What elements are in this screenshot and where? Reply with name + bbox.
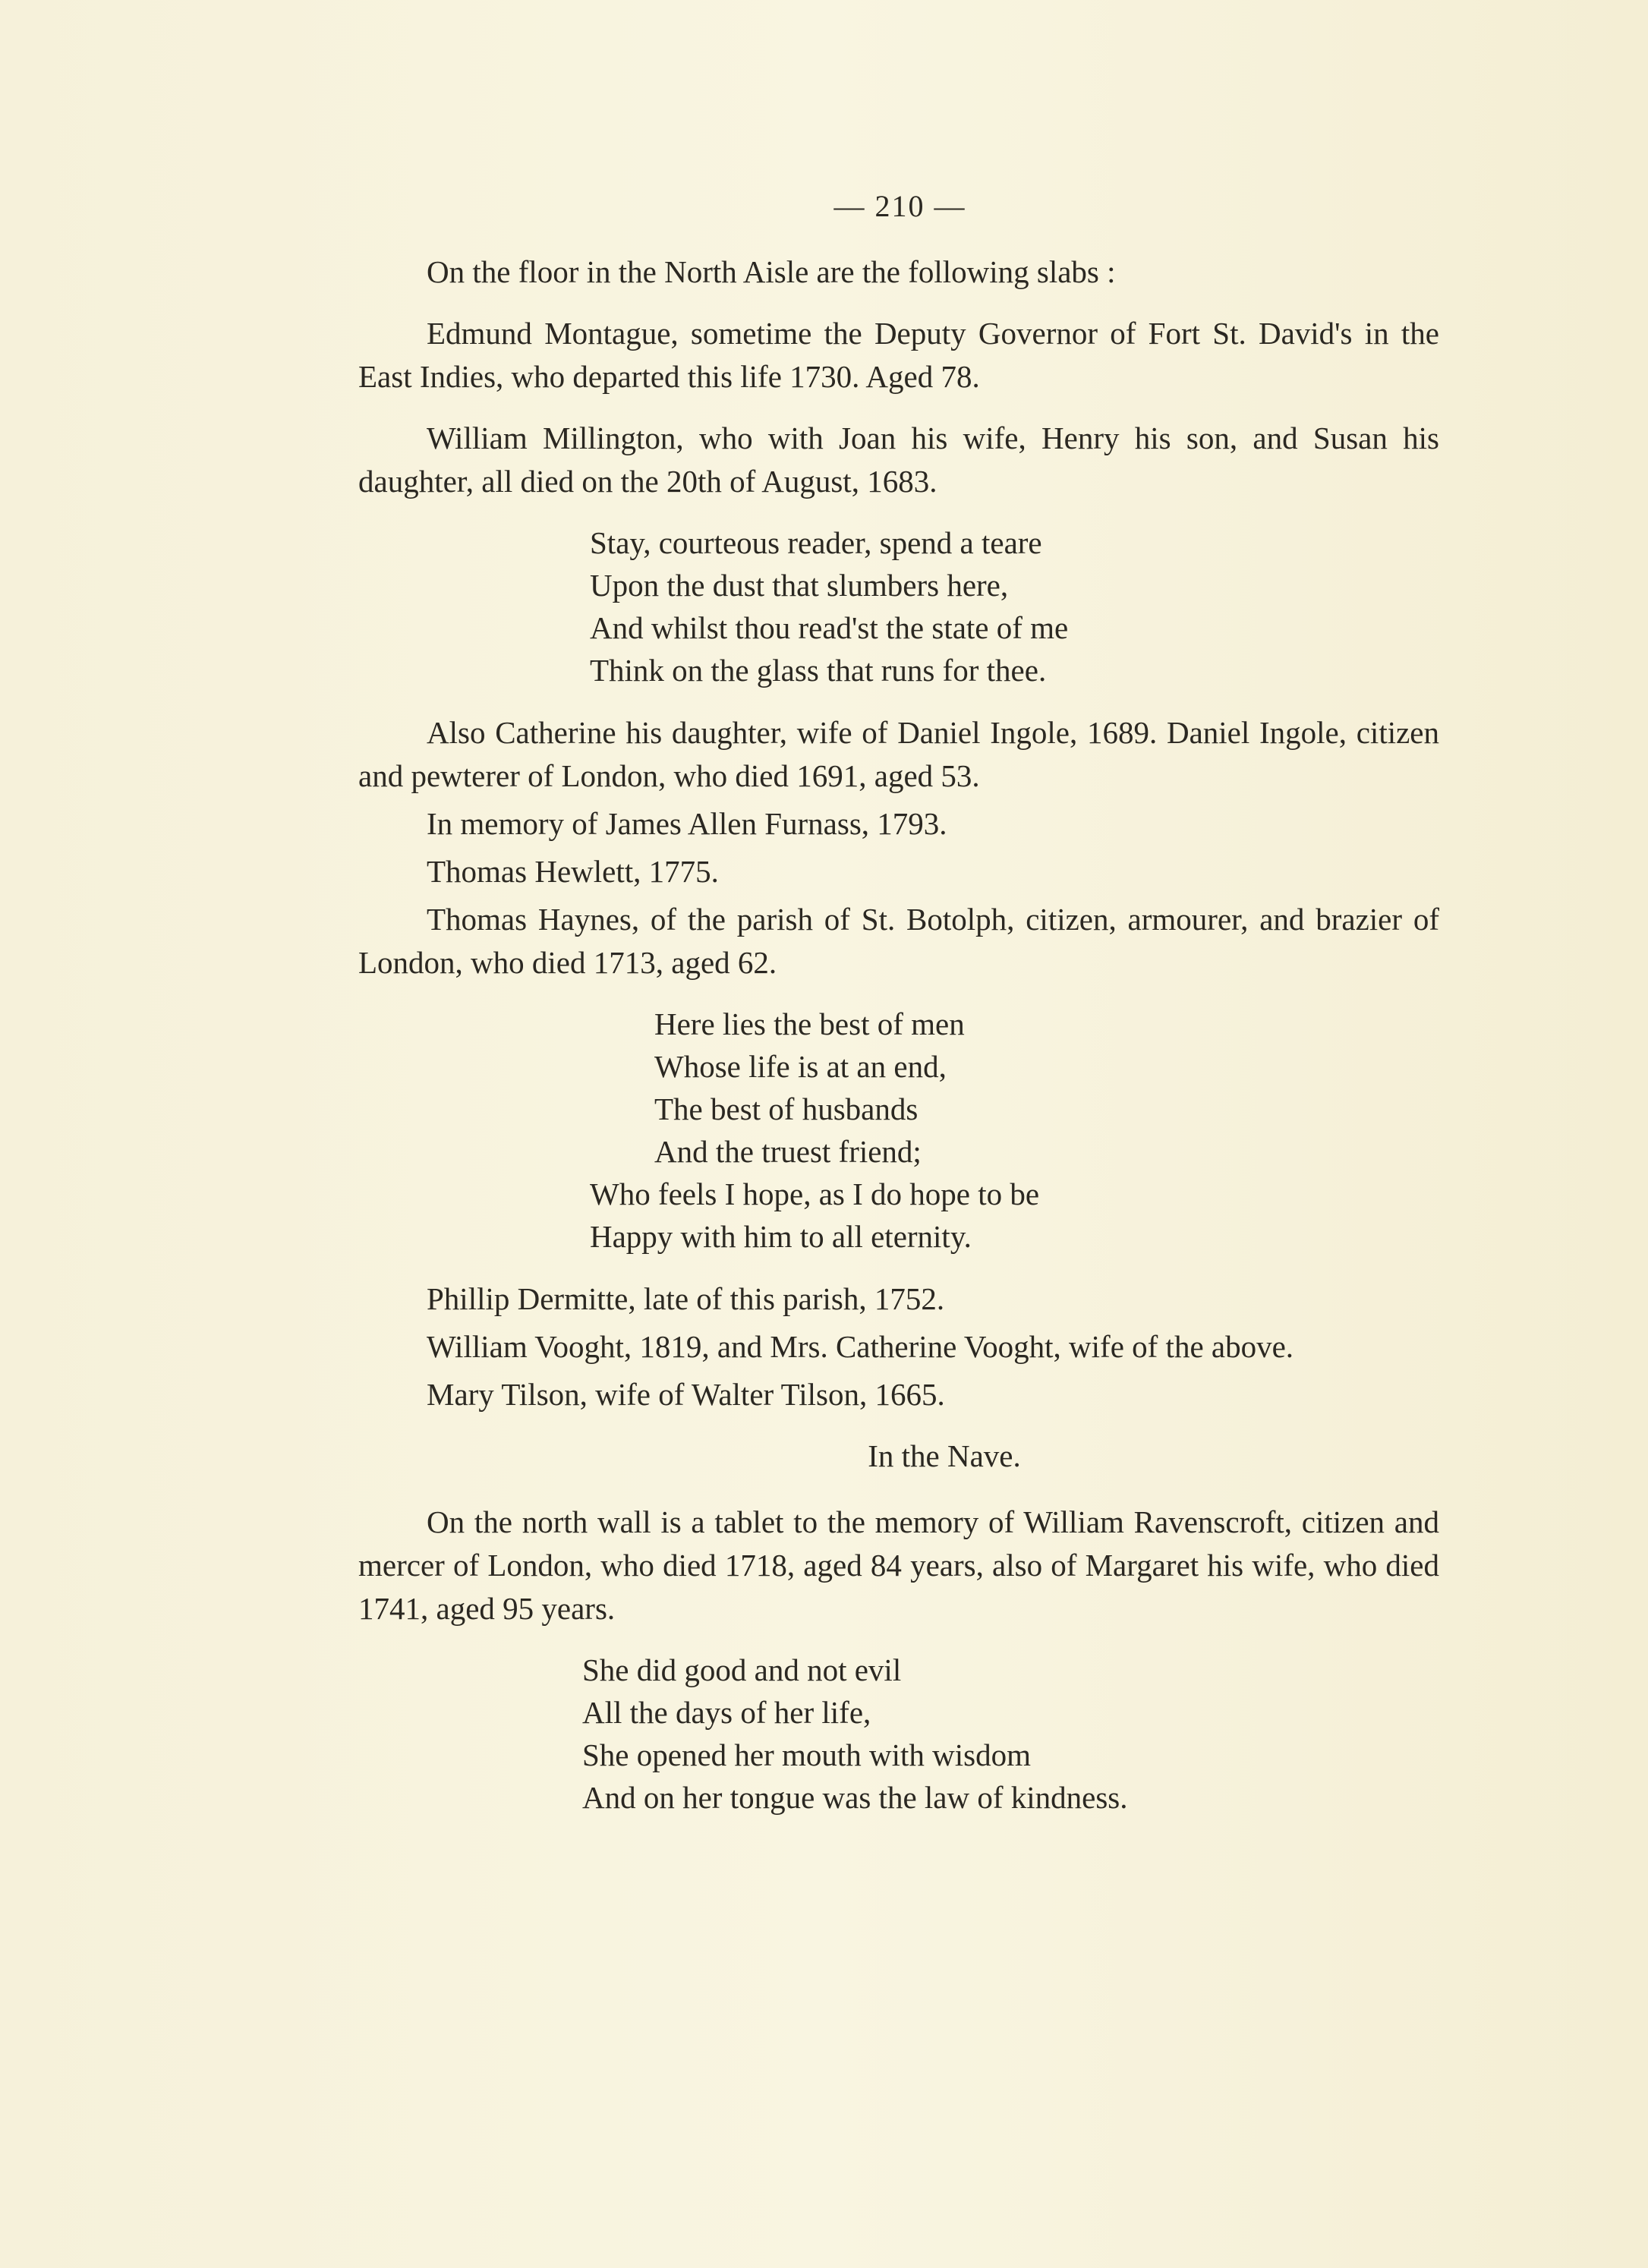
verse-millington xyxy=(358,521,1439,691)
paragraph-vooght: William Vooght, 1819, and Mrs. Catherine Vooght, wife of the above. xyxy=(427,1329,1294,1364)
paragraph-montague: Edmund Montague, sometime the Deputy Governor of Fort St. David's in the East Indies, who departed this life 1730. Aged 78. xyxy=(358,316,1439,394)
verse-line: Who feels I hope, as I do hope to be xyxy=(590,1177,1040,1211)
verse-ravenscroft xyxy=(358,1649,1439,1819)
page-body xyxy=(358,250,1439,1838)
page-number: — 210 — xyxy=(833,189,966,223)
verse-line: The best of husbands xyxy=(654,1091,919,1126)
verse-line: Upon the dust that slumbers here, xyxy=(590,568,1009,603)
verse-line: Stay, courteous reader, spend a teare xyxy=(590,525,1042,560)
paragraph-dermitte: Phillip Dermitte, late of this parish, 1752. xyxy=(427,1281,945,1316)
verse-line: She did good and not evil xyxy=(582,1652,902,1687)
verse-line: And on her tongue was the law of kindness. xyxy=(582,1780,1128,1815)
paragraph-catherine: Also Catherine his daughter, wife of Daniel Ingole, 1689. Daniel Ingole, citizen and pewterer of London, who died 1691, aged 53. xyxy=(358,715,1439,793)
verse-line: She opened her mouth with wisdom xyxy=(582,1737,1032,1772)
paragraph-haynes: Thomas Haynes, of the parish of St. Botolph, citizen, armourer, and brazier of London, who died 1713, aged 62. xyxy=(358,902,1439,980)
verse-line: And whilst thou read'st the state of me xyxy=(590,610,1069,645)
paragraph-ravenscroft: On the north wall is a tablet to the memory of William Ravenscroft, citizen and mercer of London, who died 1718, aged 84 years, also of Margaret his wife, who died 1741, aged 95 years. xyxy=(358,1504,1439,1626)
verse-line: Happy with him to all eternity. xyxy=(590,1219,972,1254)
verse-haynes xyxy=(358,1003,1439,1258)
section-heading-nave: In the Nave. xyxy=(868,1438,1021,1473)
verse-line: Here lies the best of men xyxy=(654,1006,965,1041)
verse-line: All the days of her life, xyxy=(582,1695,871,1730)
paragraph-furnass: In memory of James Allen Furnass, 1793. xyxy=(427,806,947,841)
paragraph-millington: William Millington, who with Joan his wife, Henry his son, and Susan his daughter, all died on the 20th of August, 1683. xyxy=(358,421,1439,499)
paragraph-intro: On the floor in the North Aisle are the following slabs : xyxy=(427,254,1116,289)
paragraph-hewlett: Thomas Hewlett, 1775. xyxy=(427,854,719,889)
paragraph-tilson: Mary Tilson, wife of Walter Tilson, 1665. xyxy=(427,1377,945,1412)
verse-line: Think on the glass that runs for thee. xyxy=(590,653,1047,688)
verse-line: And the truest friend; xyxy=(654,1134,922,1169)
verse-line: Whose life is at an end, xyxy=(654,1049,947,1084)
